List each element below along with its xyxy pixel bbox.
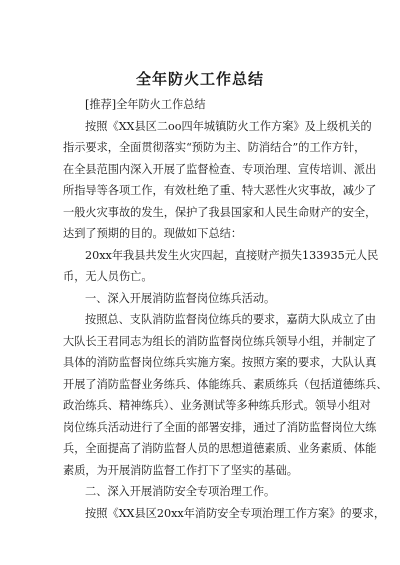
section-heading: 一、深入开展消防监督岗位练兵活动。	[85, 291, 276, 305]
text-line: 在全县范围内深入开展了监督检查、专项治理、宣传培训、派出	[63, 162, 377, 176]
text-line: 按照总、支队消防监督岗位练兵的要求，嘉荫大队成立了由	[85, 313, 376, 326]
text-line: 指示要求，全面贯彻落实“预防为主、防消结合”的工作方针，	[63, 141, 366, 154]
text-line: 具体的消防监督岗位练兵实施方案。按照方案的要求，大队认真	[63, 356, 377, 369]
text-line: 素质，为开展消防监督工作打下了坚实的基础。	[63, 463, 298, 477]
text-line: 岗位练兵活动进行了全面的部署安排，通过了消防监督岗位大练	[63, 420, 377, 434]
text-line: 达到了预期的目的。现做如下总结：	[63, 227, 243, 240]
text-line: 开展了消防监督业务练兵、体能练兵、素质练兵（包括道德练兵、	[63, 377, 388, 391]
section-heading: 二、深入开展消防安全专项治理工作。	[85, 485, 276, 498]
document-title: 全年防火工作总结	[135, 70, 264, 88]
text-line: 按照《XX县区二oo四年城镇防火工作方案》及上级机关的	[85, 119, 372, 133]
text-line: 币，无人员伤亡。	[63, 270, 153, 283]
text-line: 按照《XX县区20xx年消防安全专项治理工作方案》的要求，	[85, 506, 386, 520]
text-line: 一般火灾事故的发生，保护了我县国家和人民生命财产的安全，	[63, 205, 377, 219]
text-line: 大队长王君同志为组长的消防监督岗位练兵领导小组，并制定了	[63, 334, 377, 348]
text-line: 20xx年我县共发生火灾四起，直接财产损失133935元人民	[85, 248, 379, 262]
text-line: 兵，全面提高了消防监督人员的思想道德素质、业务素质、体能	[63, 442, 377, 455]
text-line: 政治练兵、精神练兵）、业务测试等多种练兵形式。领导小组对	[63, 399, 371, 412]
text-line: 所指导等各项工作，有效杜绝了重、特大恶性火灾事故，减少了	[63, 184, 377, 197]
text-line: [推荐]全年防火工作总结	[85, 98, 206, 111]
document-body	[63, 94, 388, 524]
